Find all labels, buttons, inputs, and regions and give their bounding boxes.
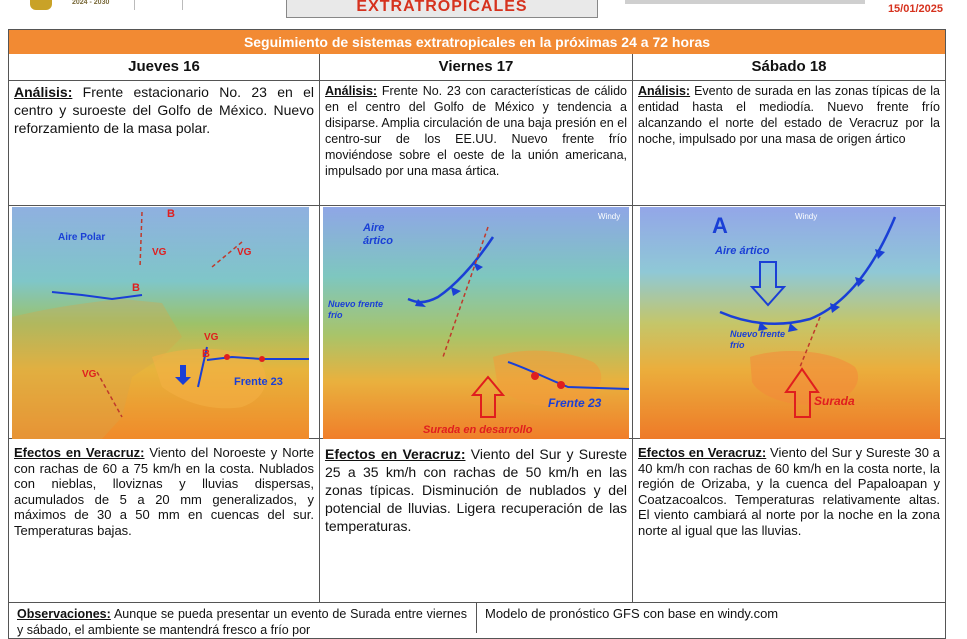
effects-text [14,445,314,538]
day-column-saturday [633,54,945,602]
weather-map-friday [323,207,629,439]
day-column-thursday [9,54,320,602]
analysis-body: Frente estacionario No. 23 en el centro y suroeste del Golfo de México. Nuevo reforzamiento de la masa polar. [14,84,314,136]
new-front-label: Nuevo frente [730,329,786,339]
front-23-label: Frente 23 [548,396,602,410]
pressure-low-label: B [167,208,175,220]
weather-map-saturday [640,207,940,439]
surada-label: Surada en desarrollo [423,424,533,436]
map-panel [320,205,632,439]
warm-front-marker [557,381,565,389]
vg-label: VG [237,247,252,258]
logo-separator [182,0,183,10]
effects-label: Efectos en Veracruz: [14,445,145,460]
windy-watermark: Windy [598,212,621,221]
analysis-body: Frente No. 23 con características de cálido en el centro del Golfo de México y tendencia a disiparse. Amplia circulación de una baja presión en el centro-sur de los EE.UU. Nuevo frente frío moviéndose sobre el oeste de la unión americana, impulsado por una masa ártica. [325,84,627,178]
observations-text [17,606,467,638]
observations-divider [476,603,477,633]
front-23-label: Frente 23 [234,376,283,388]
observations-row [9,602,945,637]
air-mass-label: Aire [363,222,385,234]
issue-date: 15/01/2025 [887,3,943,15]
pressure-low-label: B [202,348,210,360]
day-title: Sábado 18 [633,54,945,81]
analysis-text [325,83,627,179]
model-source: Modelo de pronóstico GFS con base en windy.com [485,606,779,621]
observations-label: Observaciones: [17,607,111,621]
new-front-label: Nuevo frente [328,299,384,309]
effects-label: Efectos en Veracruz: [638,445,767,460]
analysis-text [14,83,314,137]
vg-label: VG [152,247,167,258]
day-title: Jueves 16 [9,54,319,81]
weather-map-thursday [12,207,309,439]
new-front-label: frío [328,310,343,320]
top-bar [0,0,967,22]
high-pressure-label: A [712,213,728,238]
day-title: Viernes 17 [320,54,632,81]
analysis-body: Evento de surada en las zonas típicas de la entidad hasta el mediodía. Nuevo frente frío alcanzando el norte del estado de Veracruz por la noche, impulsado por una masa de origen ártico [638,84,940,146]
air-mass-label: Aire ártico [715,245,770,257]
document-title-box [286,0,598,18]
analysis-label: Análisis: [325,84,378,98]
banner: Seguimiento de sistemas extratropicales en la próximas 24 a 72 horas [9,30,945,54]
observations-body: Aunque se pueda presentar un evento de Surada entre viernes y sábado, el ambiente se mantendrá fresco a frío por [17,607,467,637]
analysis-text [638,83,940,147]
day-column-friday [320,54,633,602]
vg-label: VG [204,332,219,343]
pressure-low-label: B [132,282,140,294]
warm-front-marker [531,372,539,380]
warm-front-marker [224,354,230,360]
new-front-label: frío [730,340,745,350]
effects-body: Viento del Noroeste y Norte con rachas de 60 a 75 km/h en la costa. Nublados con nieblas, lloviznas y lluvias dispersas, acumulados de 5 a 20 mm generalizados, y máximos de 30 a 50 mm en cuencas del sur. Temperaturas bajas. [14,445,314,538]
analysis-label: Análisis: [638,84,691,98]
analysis-label: Análisis: [14,84,73,100]
air-mass-label: Aire Polar [58,232,106,243]
warm-front-marker [259,356,265,362]
document-title: EXTRATROPICALES [356,0,528,15]
logo-year: 2024 - 2030 [72,0,110,6]
windy-watermark: Windy [795,212,818,221]
effects-text [325,445,627,535]
map-panel [9,205,319,439]
header-info-line [625,0,865,4]
air-mass-label: ártico [363,235,393,247]
effects-text [638,445,940,538]
map-panel [633,205,945,439]
effects-body: Viento del Sur y Sureste 30 a 40 km/h con rachas de 60 km/h en la costa norte, la región de Orizaba, y la cuenca del Papaloapan y Coatzacoalcos. Temperaturas relativamente altas. El viento cambiará al norte por la noche en la zona norte al igual que las lluvias. [638,445,940,538]
effects-label: Efectos en Veracruz: [325,446,466,462]
effects-body: Viento del Sur y Sureste 25 a 35 km/h con rachas de 50 km/h en las zonas típicas. Disminución de nublados y del potencial de lluvias. Ligera recuperación de las temperaturas. [325,446,628,534]
surada-label: Surada [814,394,855,408]
logo-separator [134,0,135,10]
government-logo [30,0,52,10]
vg-label: VG [82,369,97,380]
